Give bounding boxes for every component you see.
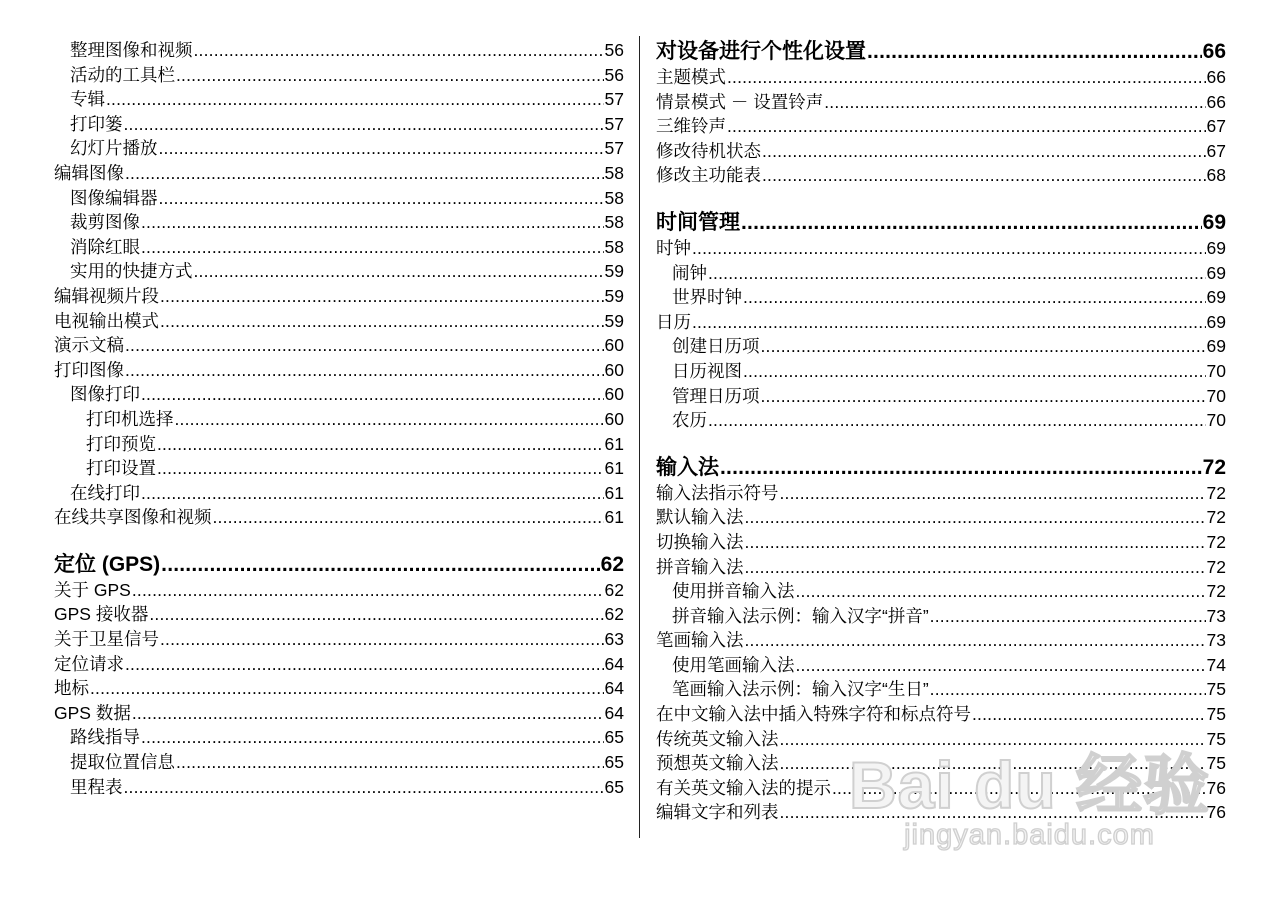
- toc-dot-leader: [762, 139, 1206, 164]
- toc-entry-title: GPS 数据: [54, 702, 131, 723]
- toc-page-number: 75: [1206, 753, 1226, 774]
- toc-entry[interactable]: [54, 432, 624, 457]
- toc-dot-leader: [708, 408, 1206, 433]
- toc-page-number: 75: [1206, 728, 1226, 749]
- toc-entry-title: 传统英文输入法: [656, 728, 779, 749]
- toc-entry-title: 情景模式 － 设置铃声: [656, 91, 824, 112]
- toc-dot-leader: [720, 454, 1202, 481]
- toc-entry[interactable]: [656, 261, 1226, 286]
- toc-dot-leader: [141, 382, 604, 407]
- toc-page-number: 72: [1206, 581, 1226, 602]
- toc-page-number: 65: [604, 727, 624, 748]
- toc-dot-leader: [832, 776, 1206, 801]
- toc-dot-leader: [743, 359, 1206, 384]
- toc-dot-leader: [175, 407, 604, 432]
- toc-entry-title: 在线打印: [70, 482, 140, 503]
- toc-entry-title: 里程表: [70, 776, 123, 797]
- toc-dot-leader: [194, 38, 604, 63]
- toc-entry-title: 拼音输入法示例：输入汉字“拼音”: [672, 605, 929, 626]
- toc-page-number: 61: [604, 507, 624, 528]
- toc-entry-title: 幻灯片播放: [70, 138, 158, 159]
- toc-entry-title: 定位 (GPS): [54, 552, 161, 576]
- toc-entry[interactable]: [656, 555, 1226, 580]
- toc-page-number: 56: [604, 40, 624, 60]
- toc-page-number: 64: [604, 653, 624, 674]
- toc-entry-title: 路线指导: [70, 727, 140, 748]
- toc-dot-leader: [176, 750, 604, 775]
- toc-entry[interactable]: [656, 530, 1226, 555]
- toc-page-number: 72: [1202, 455, 1226, 479]
- toc-page-number: 62: [604, 579, 624, 600]
- toc-page-number: 56: [604, 64, 624, 85]
- toc-page-number: 69: [1206, 311, 1226, 332]
- toc-dot-leader: [745, 628, 1206, 653]
- toc-page-number: 58: [604, 236, 624, 257]
- toc-entry[interactable]: [656, 776, 1226, 801]
- toc-dot-leader: [972, 702, 1206, 727]
- toc-entry-title: 关于卫星信号: [54, 629, 159, 650]
- toc-entry[interactable]: [54, 210, 624, 235]
- toc-dot-leader: [745, 555, 1206, 580]
- toc-entry[interactable]: [54, 235, 624, 260]
- toc-page-number: 57: [604, 89, 624, 110]
- toc-entry[interactable]: [54, 505, 624, 530]
- toc-entry[interactable]: [54, 382, 624, 407]
- toc-page-number: 75: [1206, 679, 1226, 700]
- toc-dot-leader: [824, 90, 1205, 115]
- toc-dot-leader: [160, 627, 604, 652]
- toc-page-number: 69: [1206, 336, 1226, 357]
- toc-dot-leader: [141, 481, 604, 506]
- toc-page-number: 60: [604, 359, 624, 380]
- toc-page-number: 76: [1206, 802, 1226, 823]
- toc-dot-leader: [692, 236, 1206, 261]
- toc-entry[interactable]: [54, 358, 624, 383]
- toc-entry[interactable]: [656, 90, 1226, 115]
- toc-section-heading[interactable]: [54, 551, 624, 578]
- toc-dot-leader: [132, 701, 604, 726]
- toc-page-number: 70: [1206, 410, 1226, 431]
- toc-dot-leader: [745, 505, 1206, 530]
- toc-page-number: 73: [1206, 630, 1226, 651]
- toc-page-number: 72: [1206, 507, 1226, 528]
- toc-page-number: 66: [1202, 40, 1226, 63]
- toc-entry-title: 创建日历项: [672, 336, 760, 357]
- toc-entry-title: 有关英文输入法的提示: [656, 777, 831, 798]
- toc-entry[interactable]: [54, 284, 624, 309]
- toc-dot-leader: [780, 727, 1206, 752]
- toc-dot-leader: [125, 333, 604, 358]
- toc-entry[interactable]: [656, 653, 1226, 678]
- toc-page-number: 60: [604, 384, 624, 405]
- toc-entry-title: 使用笔画输入法: [672, 654, 795, 675]
- toc-entry-title: 世界时钟: [672, 287, 742, 308]
- toc-entry-title: 打印机选择: [86, 408, 174, 429]
- toc-dot-leader: [141, 235, 604, 260]
- toc-dot-leader: [157, 456, 604, 481]
- toc-page-number: 58: [604, 187, 624, 208]
- toc-dot-leader: [867, 38, 1202, 65]
- toc-entry[interactable]: [54, 627, 624, 652]
- toc-entry-title: 消除红眼: [70, 236, 140, 257]
- toc-entry[interactable]: [656, 579, 1226, 604]
- toc-dot-leader: [160, 284, 604, 309]
- toc-page-number: 68: [1206, 165, 1226, 186]
- toc-dot-leader: [141, 210, 604, 235]
- section-gap: [656, 188, 1226, 209]
- toc-entry-title: 时钟: [656, 237, 691, 258]
- toc-dot-leader: [762, 163, 1206, 188]
- toc-entry-title: 在中文输入法中插入特殊字符和标点符号: [656, 704, 971, 725]
- toc-entry[interactable]: [54, 456, 624, 481]
- toc-dot-leader: [780, 751, 1206, 776]
- toc-entry-title: 闹钟: [672, 262, 707, 283]
- toc-page-number: 72: [1206, 531, 1226, 552]
- toc-entry[interactable]: [656, 236, 1226, 261]
- toc-entry[interactable]: [656, 505, 1226, 530]
- toc-page-number: 76: [1206, 777, 1226, 798]
- toc-entry[interactable]: [54, 701, 624, 726]
- toc-page-number: 61: [604, 458, 624, 479]
- toc-dot-leader: [780, 800, 1206, 825]
- toc-entry[interactable]: [656, 285, 1226, 310]
- toc-entry-title: 实用的快捷方式: [70, 261, 193, 282]
- toc-entry[interactable]: [656, 702, 1226, 727]
- toc-dot-leader: [161, 551, 599, 578]
- toc-entry-title: 电视输出模式: [54, 310, 159, 331]
- toc-dot-leader: [160, 309, 604, 334]
- toc-dot-leader: [213, 505, 604, 530]
- toc-entry[interactable]: [54, 87, 624, 112]
- toc-entry[interactable]: [656, 727, 1226, 752]
- toc-entry-title: 输入法: [656, 455, 719, 479]
- toc-entry[interactable]: [54, 63, 624, 88]
- toc-page-number: 61: [604, 482, 624, 503]
- toc-page-number: 57: [604, 113, 624, 134]
- toc-dot-leader: [176, 63, 604, 88]
- toc-dot-leader: [727, 114, 1206, 139]
- toc-section-heading[interactable]: [656, 38, 1226, 65]
- toc-page-number: 75: [1206, 704, 1226, 725]
- toc-entry-title: 打印预览: [86, 433, 156, 454]
- toc-entry-title: 演示文稿: [54, 335, 124, 356]
- toc-entry-title: 打印设置: [86, 458, 156, 479]
- toc-dot-leader: [741, 209, 1202, 236]
- toc-entry-title: 打印图像: [54, 359, 124, 380]
- toc-dot-leader: [194, 259, 604, 284]
- toc-entry-title: 时间管理: [656, 210, 740, 234]
- toc-entry[interactable]: [656, 334, 1226, 359]
- toc-entry-title: 定位请求: [54, 653, 124, 674]
- toc-entry-title: 主题模式: [656, 67, 726, 87]
- toc-page-number: 69: [1206, 262, 1226, 283]
- toc-entry-title: 图像打印: [70, 384, 140, 405]
- toc-entry-title: 在线共享图像和视频: [54, 507, 212, 528]
- toc-dot-leader: [124, 775, 604, 800]
- toc-entry-title: 输入法指示符号: [656, 482, 779, 503]
- column-divider: [639, 36, 640, 838]
- toc-page-number: 70: [1206, 385, 1226, 406]
- toc-page-number: 57: [604, 138, 624, 159]
- toc-dot-leader: [727, 65, 1206, 90]
- toc-page-number: 62: [600, 552, 624, 576]
- toc-page-number: 69: [1206, 287, 1226, 308]
- toc-entry[interactable]: [54, 750, 624, 775]
- toc-page-number: 73: [1206, 605, 1226, 626]
- toc-entry-title: 打印篓: [70, 113, 123, 134]
- watermark-logo: Bai du 经验: [848, 748, 1210, 822]
- toc-dot-leader: [124, 112, 604, 137]
- toc-entry[interactable]: [54, 259, 624, 284]
- toc-dot-leader: [930, 604, 1206, 629]
- toc-dot-leader: [106, 87, 604, 112]
- toc-dot-leader: [692, 310, 1206, 335]
- toc-dot-leader: [125, 652, 604, 677]
- toc-entry[interactable]: [656, 408, 1226, 433]
- toc-entry-title: 默认输入法: [656, 507, 744, 528]
- toc-entry-title: 日历: [656, 311, 691, 332]
- toc-page-number: 72: [1206, 482, 1226, 503]
- toc-page-number: 66: [1206, 67, 1226, 87]
- toc-page-number: 63: [604, 629, 624, 650]
- section-gap: [54, 530, 624, 551]
- toc-page-number: 65: [604, 776, 624, 797]
- toc-entry-title: 切换输入法: [656, 531, 744, 552]
- toc-entry-title: 农历: [672, 410, 707, 431]
- toc-entry[interactable]: [656, 800, 1226, 825]
- toc-page-number: 64: [604, 678, 624, 699]
- toc-dot-leader: [90, 676, 604, 701]
- toc-entry[interactable]: [656, 628, 1226, 653]
- toc-entry[interactable]: [54, 775, 624, 800]
- toc-entry[interactable]: [656, 604, 1226, 629]
- toc-dot-leader: [125, 358, 604, 383]
- toc-page-number: 58: [604, 212, 624, 233]
- toc-page-number: 62: [604, 604, 624, 625]
- watermark-url: jingyan.baidu.com: [904, 819, 1155, 851]
- toc-dot-leader: [708, 261, 1206, 286]
- toc-entry-title: 提取位置信息: [70, 752, 175, 773]
- toc-entry[interactable]: [54, 652, 624, 677]
- toc-dot-leader: [157, 432, 604, 457]
- section-gap: [656, 433, 1226, 454]
- toc-entry[interactable]: [54, 186, 624, 211]
- toc-entry-title: 编辑视频片段: [54, 285, 159, 306]
- toc-entry[interactable]: [54, 676, 624, 701]
- toc-entry[interactable]: [656, 114, 1226, 139]
- toc-page-number: 70: [1206, 360, 1226, 381]
- toc-entry[interactable]: [656, 481, 1226, 506]
- toc-section-heading[interactable]: [656, 454, 1226, 481]
- toc-entry-title: 三维铃声: [656, 116, 726, 137]
- toc-entry-title: 整理图像和视频: [70, 40, 193, 60]
- toc-entry-title: 预想英文输入法: [656, 753, 779, 774]
- toc-dot-leader: [796, 579, 1206, 604]
- toc-section-heading[interactable]: [656, 209, 1226, 236]
- toc-entry-title: 日历视图: [672, 360, 742, 381]
- toc-page-number: 74: [1206, 654, 1226, 675]
- toc-page-number: 69: [1202, 210, 1226, 234]
- toc-entry-title: 使用拼音输入法: [672, 581, 795, 602]
- toc-entry-title: 图像编辑器: [70, 187, 158, 208]
- toc-entry[interactable]: [54, 309, 624, 334]
- toc-entry-title: 裁剪图像: [70, 212, 140, 233]
- toc-page-number: 72: [1206, 556, 1226, 577]
- toc-entry[interactable]: [656, 384, 1226, 409]
- toc-dot-leader: [796, 653, 1206, 678]
- toc-page-number: 64: [604, 702, 624, 723]
- toc-entry-title: 活动的工具栏: [70, 64, 175, 85]
- toc-entry[interactable]: [54, 725, 624, 750]
- toc-entry[interactable]: [54, 481, 624, 506]
- toc-entry-title: 地标: [54, 678, 89, 699]
- toc-entry[interactable]: [54, 38, 624, 63]
- toc-right-column: [656, 38, 1226, 825]
- toc-dot-leader: [761, 334, 1206, 359]
- toc-dot-leader: [132, 578, 604, 603]
- toc-dot-leader: [780, 481, 1206, 506]
- toc-entry-title: 对设备进行个性化设置: [656, 40, 866, 63]
- toc-entry[interactable]: [54, 407, 624, 432]
- toc-entry-title: 编辑图像: [54, 162, 124, 183]
- toc-dot-leader: [743, 285, 1206, 310]
- toc-entry[interactable]: [656, 359, 1226, 384]
- toc-page-number: 58: [604, 162, 624, 183]
- toc-entry-title: 修改主功能表: [656, 165, 761, 186]
- toc-left-column: [54, 38, 624, 799]
- toc-entry-title: 笔画输入法示例：输入汉字“生日”: [672, 679, 929, 700]
- toc-entry[interactable]: [656, 65, 1226, 90]
- toc-entry[interactable]: [54, 333, 624, 358]
- toc-entry[interactable]: [656, 139, 1226, 164]
- toc-entry[interactable]: [54, 112, 624, 137]
- toc-entry-title: GPS 接收器: [54, 604, 149, 625]
- toc-page-number: 59: [604, 261, 624, 282]
- toc-entry[interactable]: [54, 602, 624, 627]
- toc-dot-leader: [159, 136, 604, 161]
- toc-page-number: 69: [1206, 237, 1226, 258]
- toc-entry-title: 笔画输入法: [656, 630, 744, 651]
- toc-entry-title: 关于 GPS: [54, 579, 131, 600]
- toc-dot-leader: [125, 161, 604, 186]
- toc-page-number: 67: [1206, 140, 1226, 161]
- toc-entry-title: 编辑文字和列表: [656, 802, 779, 823]
- toc-page-number: 60: [604, 335, 624, 356]
- toc-dot-leader: [930, 677, 1206, 702]
- toc-page-number: 60: [604, 408, 624, 429]
- toc-page-number: 67: [1206, 116, 1226, 137]
- toc-dot-leader: [745, 530, 1206, 555]
- toc-entry[interactable]: [656, 751, 1226, 776]
- toc-page-number: 59: [604, 310, 624, 331]
- toc-page-number: 59: [604, 285, 624, 306]
- toc-entry[interactable]: [54, 161, 624, 186]
- toc-entry-title: 专辑: [70, 89, 105, 110]
- toc-dot-leader: [761, 384, 1206, 409]
- toc-entry[interactable]: [656, 677, 1226, 702]
- toc-entry[interactable]: [656, 163, 1226, 188]
- toc-dot-leader: [149, 602, 603, 627]
- toc-entry-title: 管理日历项: [672, 385, 760, 406]
- toc-page-number: 66: [1206, 91, 1226, 112]
- toc-dot-leader: [141, 725, 604, 750]
- toc-entry[interactable]: [656, 310, 1226, 335]
- toc-entry[interactable]: [54, 578, 624, 603]
- toc-entry[interactable]: [54, 136, 624, 161]
- toc-entry-title: 拼音输入法: [656, 556, 744, 577]
- toc-page-number: 65: [604, 752, 624, 773]
- toc-entry-title: 修改待机状态: [656, 140, 761, 161]
- toc-page-number: 61: [604, 433, 624, 454]
- toc-dot-leader: [159, 186, 604, 211]
